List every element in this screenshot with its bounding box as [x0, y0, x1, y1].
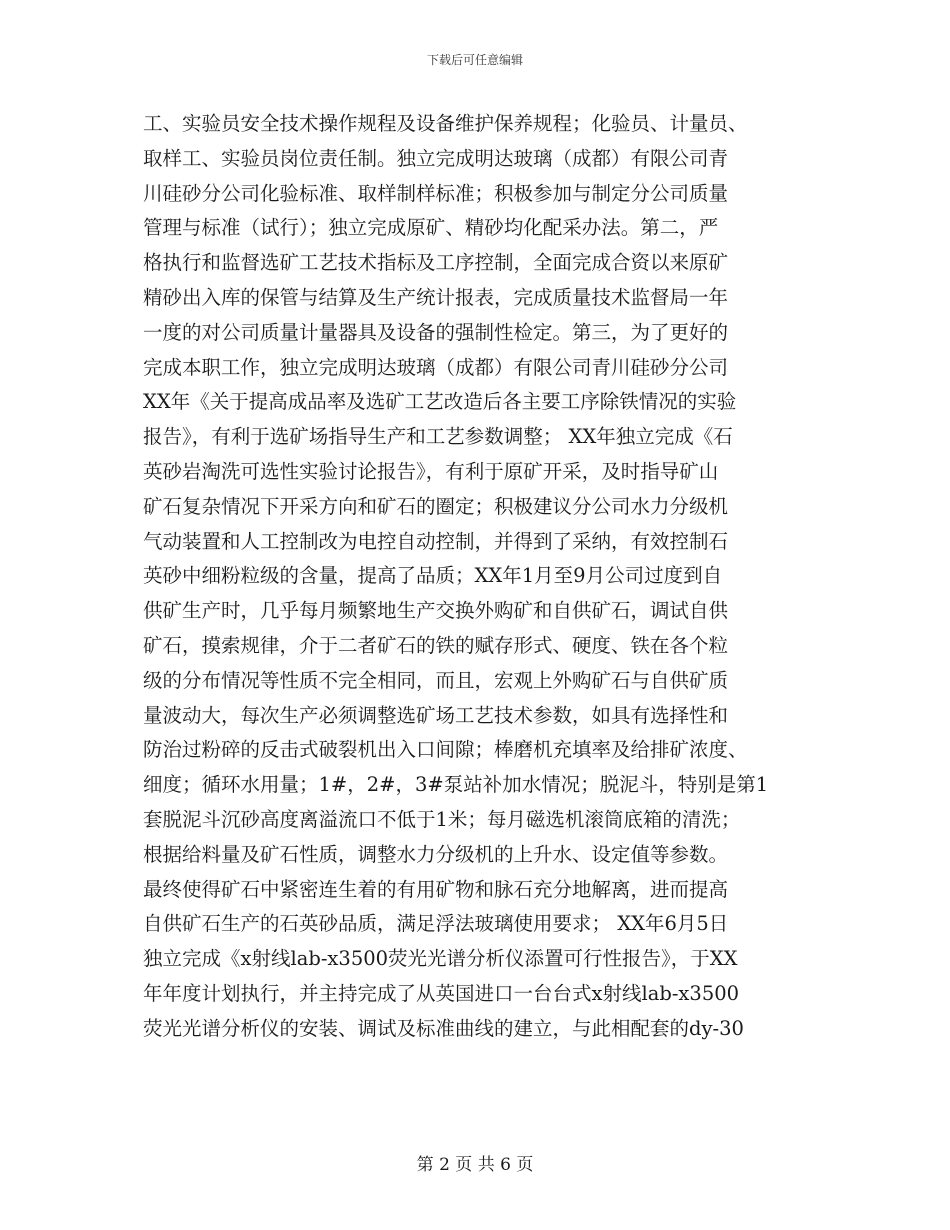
text-line: 管理与标准（试行）；独立完成原矿、精砂均化配采办法。第二，严: [143, 216, 719, 240]
text-line: 独立完成《x射线lab-x3500荧光光谱分析仪添置可行性报告》，于XX: [143, 947, 738, 971]
text-line: 矿石，摸索规律，介于二者矿石的铁的赋存形式、硬度、铁在各个粒: [143, 633, 729, 657]
text-line: 矿石复杂情况下开采方向和矿石的圈定；积极建议分公司水力分级机: [143, 494, 729, 518]
text-line: 取样工、实验员岗位责任制。独立完成明达玻璃（成都）有限公司青: [143, 146, 729, 170]
text-line: 级的分布情况等性质不完全相同，而且，宏观上外购矿石与自供矿质: [143, 668, 729, 692]
text-line: 年年度计划执行，并主持完成了从英国进口一台台式x射线lab-x3500: [143, 981, 740, 1005]
page-number-footer: 第 2 页 共 6 页: [416, 1155, 534, 1175]
text-line: 工、实验员安全技术操作规程及设备维护保养规程；化验员、计量员、: [143, 112, 748, 135]
text-line: 供矿生产时，几乎每月频繁地生产交换外购矿和自供矿石，调试自供: [143, 599, 729, 623]
text-line: 报告》，有利于选矿场指导生产和工艺参数调整； XX年独立完成《石: [143, 425, 733, 449]
document-body: [143, 107, 813, 1047]
text-line: 量波动大，每次生产必须调整选矿场工艺技术参数，如具有选择性和: [143, 703, 729, 727]
text-line: 防治过粉碎的反击式破裂机出入口间隙；棒磨机充填率及给排矿浓度、: [143, 738, 748, 762]
text-line: 完成本职工作，独立完成明达玻璃（成都）有限公司青川硅砂分公司: [143, 355, 729, 379]
text-line: 英砂岩淘洗可选性实验讨论报告》，有利于原矿开采，及时指导矿山: [143, 459, 719, 483]
text-line: 气动装置和人工控制改为电控自动控制，并得到了采纳，有效控制石: [143, 529, 729, 553]
text-line: XX年《关于提高成品率及选矿工艺改造后各主要工序除铁情况的实验: [143, 390, 737, 414]
page-header-note: 下载后可任意编辑: [426, 53, 523, 67]
text-line: 格执行和监督选矿工艺技术指标及工序控制，全面完成合资以来原矿: [143, 251, 729, 275]
text-line: 细度；循环水用量；1#，2#，3#泵站补加水情况；脱泥斗，特别是第1: [143, 773, 769, 797]
text-line: 自供矿石生产的石英砂品质，满足浮法玻璃使用要求； XX年6月5日: [143, 912, 729, 936]
text-line: 一度的对公司质量计量器具及设备的强制性检定。第三，为了更好的: [143, 320, 729, 344]
text-line: 最终使得矿石中紧密连生着的有用矿物和脉石充分地解离，进而提高: [143, 877, 729, 901]
text-line: 套脱泥斗沉砂高度离溢流口不低于1米；每月磁选机滚筒底箱的清洗；: [143, 807, 741, 831]
text-line: 川硅砂分公司化验标准、取样制样标准；积极参加与制定分公司质量: [143, 181, 729, 205]
text-line: 英砂中细粉粒级的含量，提高了品质；XX年1月至9月公司过度到自: [143, 564, 723, 588]
text-line: 根据给料量及矿石性质，调整水力分级机的上升水、设定值等参数。: [143, 842, 729, 866]
text-line: 荧光光谱分析仪的安装、调试及标准曲线的建立，与此相配套的dy-30: [143, 1016, 744, 1040]
text-line: 精砂出入库的保管与结算及生产统计报表，完成质量技术监督局一年: [143, 285, 729, 309]
